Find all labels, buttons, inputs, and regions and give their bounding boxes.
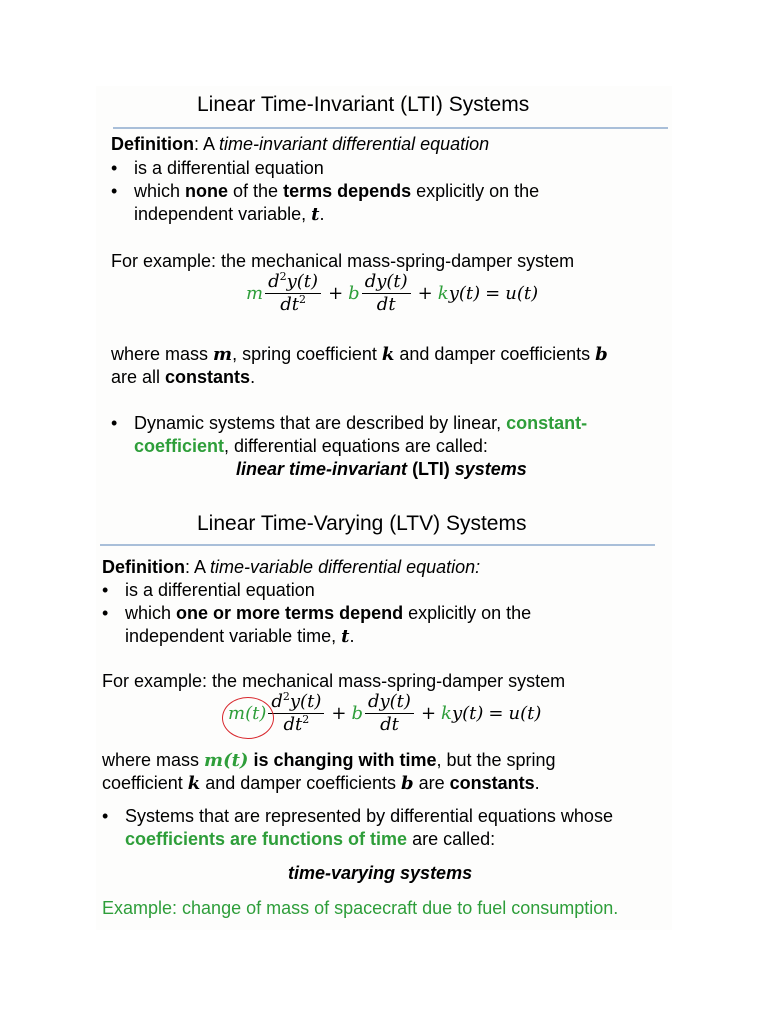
lti-def-label: Definition: [111, 134, 194, 154]
ltv-equation: m(t) $\frac{d^2y(t)}{dt^2}$ + b $\frac{dy(t)}{dt}$ + k y(t) = u(t): [228, 690, 542, 735]
lti-dynamic-cont: coefficient, differential equations are called:: [134, 436, 488, 456]
lti-bullet-2-cont: independent variable, t.: [134, 204, 325, 225]
mass-highlight-circle: [222, 697, 274, 739]
ltv-systems-bullet: • Systems that are represented by differential equations whose: [102, 806, 613, 826]
ltv-example: For example: the mechanical mass-spring-damper system: [102, 671, 566, 691]
lti-example: For example: the mechanical mass-spring-damper system: [111, 251, 575, 271]
lti-bullet-1: • is a differential equation: [111, 158, 324, 178]
ltv-definition: Definition: A time-variable differential equation:: [102, 557, 481, 577]
ltv-systems-cont: coefficients are functions of time are called:: [125, 829, 496, 849]
lti-equation: m $\frac{d^2y(t)}{dt^2}$ + b $\frac{dy(t)}{dt}$ + k y(t) = u(t): [246, 270, 539, 315]
ltv-title-rule: [100, 544, 655, 546]
ltv-title: Linear Time-Varying (LTV) Systems: [197, 512, 527, 535]
lti-dynamic-bullet: • Dynamic systems that are described by linear, constant-: [111, 413, 588, 433]
lti-title-rule: [113, 127, 668, 129]
ltv-frac-dy: $\frac{dy(t)}{dt}$: [365, 692, 414, 735]
lti-systems-name: linear time-invariant (LTI) systems: [236, 459, 527, 479]
lti-where-line-1: where mass m, spring coefficient k and damper coefficients b: [111, 344, 608, 365]
ltv-frac-d2y: $\frac{d^2y(t)}{dt^2}$: [268, 692, 324, 735]
ltv-bullet-2-cont: independent variable time, t.: [125, 626, 355, 647]
ltv-bullet-2: • which one or more terms depend explicitly on the: [102, 603, 532, 623]
lti-frac-dy: $\frac{dy(t)}{dt}$: [362, 272, 411, 315]
ltv-where-line-1: where mass m(t) is changing with time, but the spring: [102, 750, 556, 771]
ltv-where-line-2: coefficient k and damper coefficients b are constants.: [102, 773, 540, 794]
ltv-bullet-1: • is a differential equation: [102, 580, 315, 600]
ltv-def-label: Definition: [102, 557, 185, 577]
lti-def-term: time-invariant differential equation: [219, 134, 490, 154]
lti-frac-d2y: $\frac{d^2y(t)}{dt^2}$: [265, 272, 321, 315]
lti-title: Linear Time-Invariant (LTI) Systems: [197, 93, 530, 116]
ltv-systems-name: time-varying systems: [288, 863, 473, 883]
lti-where-line-2: are all constants.: [111, 367, 256, 387]
lti-definition: Definition: A time-invariant differential equation: [111, 134, 490, 154]
ltv-def-term: time-variable differential equation:: [210, 557, 481, 577]
spacecraft-example: Example: change of mass of spacecraft due to fuel consumption.: [102, 898, 619, 918]
lti-bullet-2: • which none of the terms depends explicitly on the: [111, 181, 540, 201]
